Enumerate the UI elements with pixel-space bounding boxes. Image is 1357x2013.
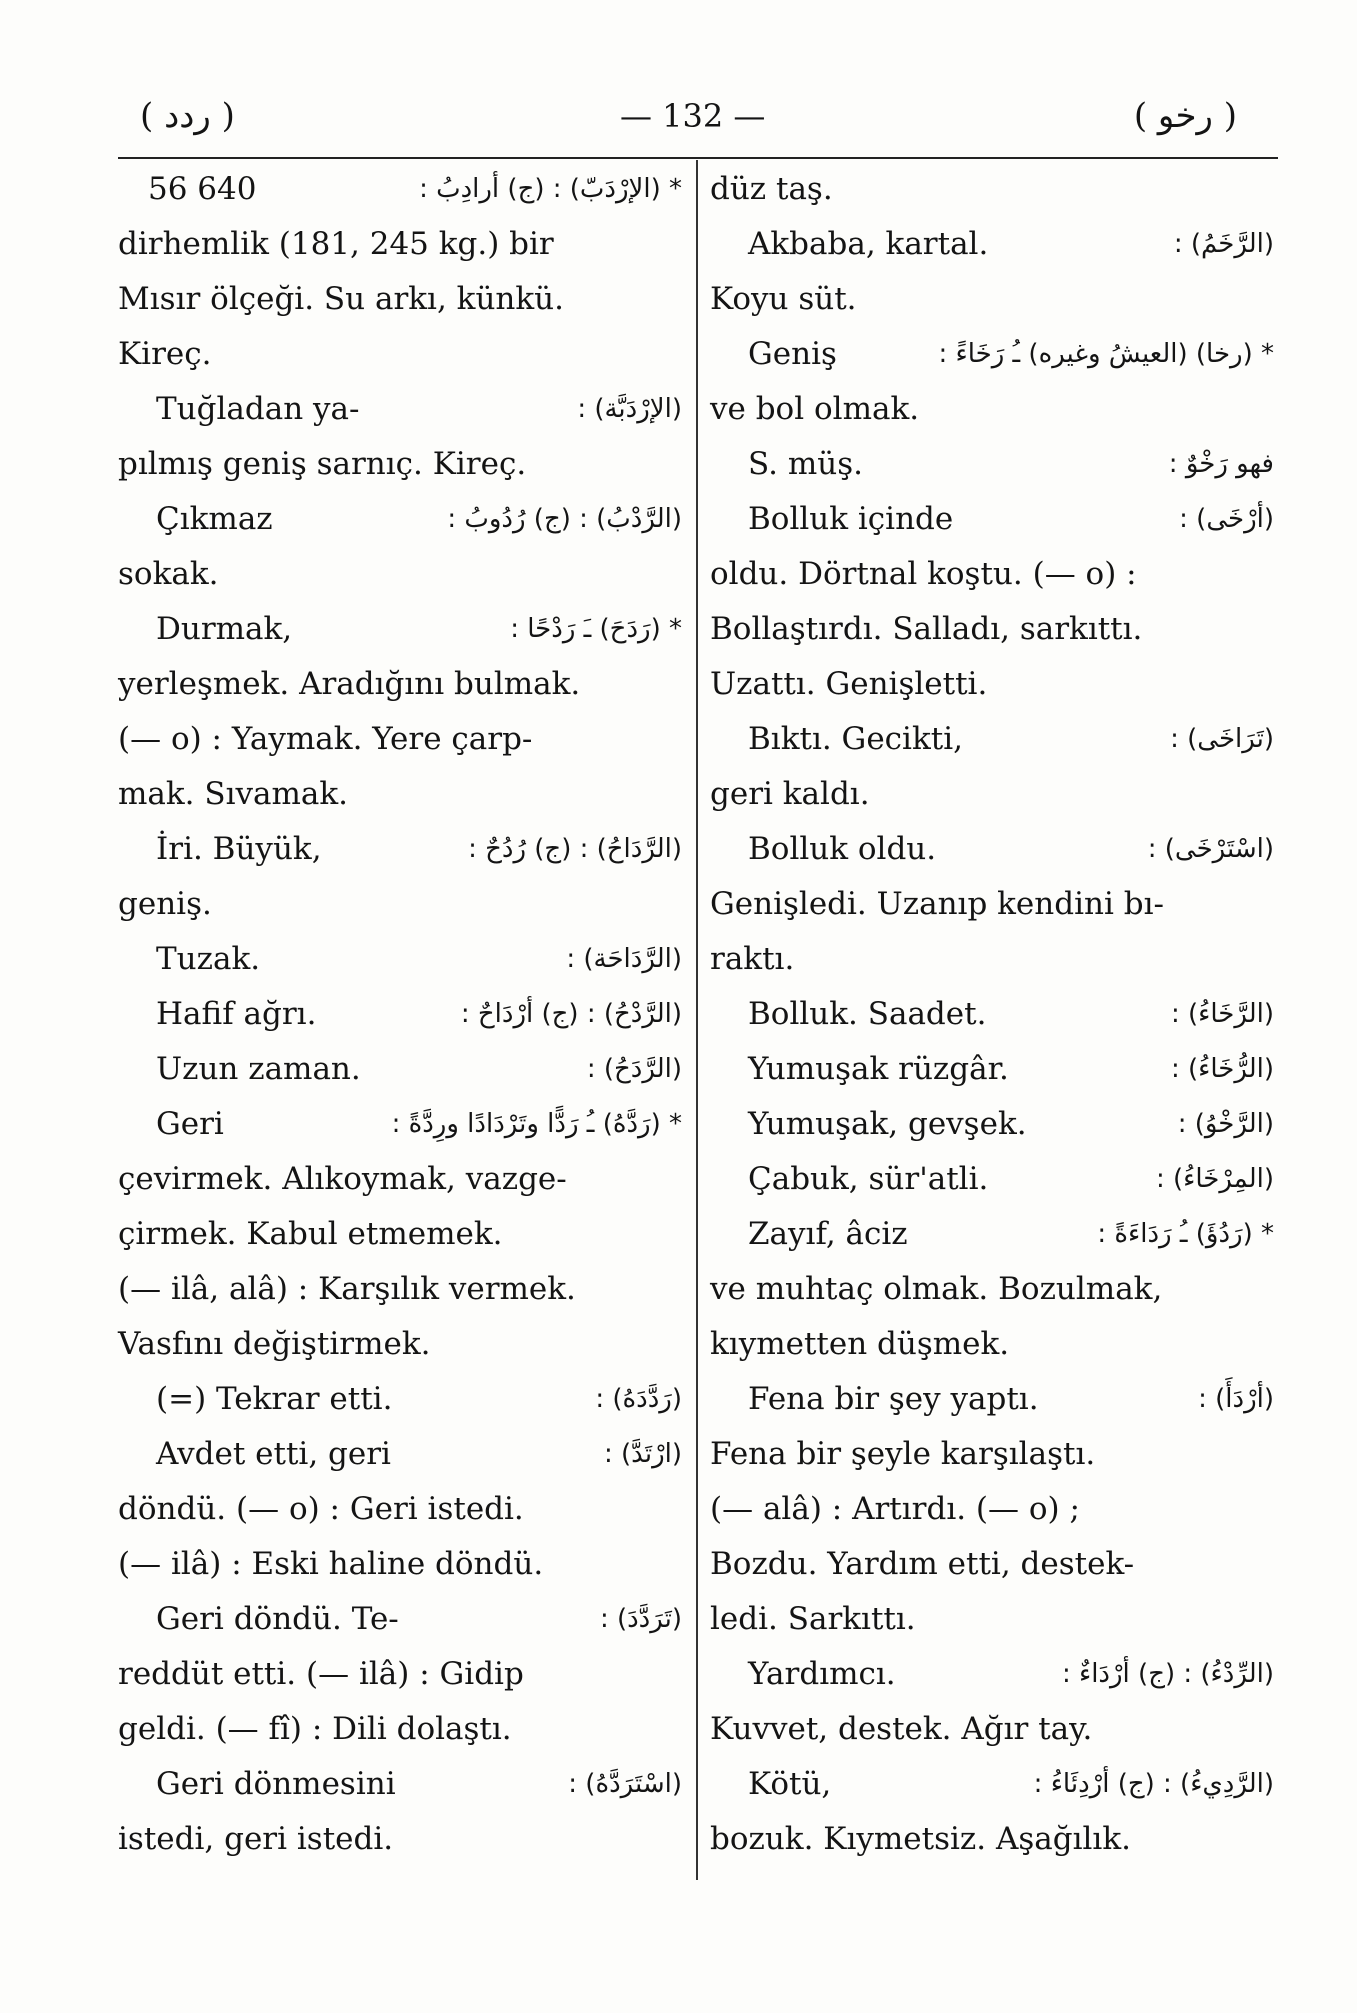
entry-line [710, 1207, 1278, 1262]
entry-line [710, 1482, 1278, 1537]
entry-text: Zayıf, âciz [748, 1216, 908, 1252]
entry-line [118, 1757, 688, 1812]
entry-text: döndü. (— o) : Geri istedi. [118, 1491, 524, 1527]
entry-line [710, 932, 1278, 987]
right-column [710, 162, 1278, 1867]
entry-text: Hafif ağrı. [156, 996, 317, 1032]
arabic-headword: (رَدَّدَهُ) : [595, 1384, 682, 1414]
entry-text: Vasfını değiştirmek. [118, 1326, 431, 1362]
entry-line [118, 1262, 688, 1317]
entry-line [710, 1702, 1278, 1757]
arabic-headword: (الرَّخَمُ) : [1173, 229, 1274, 259]
entry-text: Tuğladan ya- [156, 391, 360, 427]
arabic-headword: (الرَّدْبُ) : (ج) رُدُوبُ : [447, 504, 682, 534]
entry-line [118, 987, 688, 1042]
entry-text: Bozdu. Yardım etti, destek- [710, 1546, 1135, 1582]
entry-line [118, 1537, 688, 1592]
entry-line [118, 1097, 688, 1152]
entry-text: İri. Büyük, [156, 831, 322, 867]
entry-text: Tuzak. [156, 941, 261, 977]
entry-text: reddüt etti. (— ilâ) : Gidip [118, 1656, 524, 1692]
entry-line [118, 1592, 688, 1647]
entry-text: kıymetten düşmek. [710, 1326, 1010, 1362]
arabic-headword: * (رخا) (العيشُ وغيره) ـُ رَخَاءً : [938, 339, 1274, 369]
entry-text: Kuvvet, destek. Ağır tay. [710, 1711, 1093, 1747]
entry-line [710, 1042, 1278, 1097]
left-column [118, 162, 688, 1867]
entry-line [710, 1647, 1278, 1702]
arabic-headword: (أرْدَأَ) : [1198, 1384, 1274, 1414]
entry-text: istedi, geri istedi. [118, 1821, 394, 1857]
entry-line [710, 1152, 1278, 1207]
entry-line [118, 657, 688, 712]
arabic-headword: (تَرَدَّدَ) : [599, 1604, 682, 1634]
entry-text: Kötü, [748, 1766, 832, 1802]
entry-line [118, 272, 688, 327]
arabic-headword: (الرَّخَاءُ) : [1170, 999, 1274, 1029]
entry-text: bozuk. Kıymetsiz. Aşağılık. [710, 1821, 1131, 1857]
entry-line [710, 712, 1278, 767]
entry-text: Koyu süt. [710, 281, 857, 317]
entry-text: S. müş. [748, 446, 863, 482]
entry-line [118, 217, 688, 272]
entry-text: Geri dönmesini [156, 1766, 396, 1802]
entry-text: çevirmek. Alıkoymak, vazge- [118, 1161, 567, 1197]
entry-text: Çıkmaz [156, 501, 273, 537]
entry-line [118, 1427, 688, 1482]
arabic-headword: (المِرْخَاءُ) : [1155, 1164, 1274, 1194]
entry-line [118, 1207, 688, 1262]
entry-line [118, 767, 688, 822]
entry-text: Uzattı. Genişletti. [710, 666, 988, 702]
entry-line [118, 162, 688, 217]
entry-text: oldu. Dörtnal koştu. (— o) : [710, 556, 1137, 592]
arabic-headword: (الرُّخَاءُ) : [1170, 1054, 1274, 1084]
entry-line [710, 1372, 1278, 1427]
entry-line [710, 877, 1278, 932]
entry-text: sokak. [118, 556, 219, 592]
entry-text: Fena bir şey yaptı. [748, 1381, 1039, 1417]
entry-text: Yumuşak rüzgâr. [748, 1051, 1009, 1087]
entry-text: geri kaldı. [710, 776, 870, 812]
header-rule [118, 157, 1278, 159]
entry-text: ve bol olmak. [710, 391, 920, 427]
entry-text: Mısır ölçeği. Su arkı, künkü. [118, 281, 564, 317]
entry-text: (— alâ) : Artırdı. (— o) ; [710, 1491, 1080, 1527]
entry-line [710, 1592, 1278, 1647]
arabic-headword: (ارْتَدَّ) : [604, 1439, 682, 1469]
arabic-headword: * (رَدُؤَ) ـُ رَدَاءَةً : [1097, 1219, 1274, 1249]
entry-line [118, 437, 688, 492]
header-right-root: ( رخو ) [1133, 96, 1237, 136]
arabic-headword: (الرَّدْحُ) : (ج) أرْدَاحٌ : [460, 999, 682, 1029]
arabic-headword: (الرَّدَاحَة) : [566, 944, 682, 974]
entry-line [710, 1097, 1278, 1152]
entry-text: Geniş [748, 336, 837, 372]
entry-line [710, 382, 1278, 437]
entry-text: mak. Sıvamak. [118, 776, 349, 812]
entry-line [118, 382, 688, 437]
entry-line [710, 602, 1278, 657]
entry-line [710, 327, 1278, 382]
entry-text: Yumuşak, gevşek. [748, 1106, 1027, 1142]
entry-text: Yardımcı. [748, 1656, 896, 1692]
entry-line [710, 162, 1278, 217]
entry-line [118, 1812, 688, 1867]
entry-line [710, 492, 1278, 547]
arabic-headword: * (رَدَّهُ) ـُ رَدًّا وتَرْدَادًا ورِدَّةً : [391, 1109, 682, 1139]
entry-line [118, 1702, 688, 1757]
entry-text: Çabuk, sür'atli. [748, 1161, 989, 1197]
entry-line [118, 712, 688, 767]
entry-text: ve muhtaç olmak. Bozulmak, [710, 1271, 1163, 1307]
arabic-headword: (الرَّدَحُ) : [586, 1054, 682, 1084]
entry-line [710, 437, 1278, 492]
entry-line [118, 877, 688, 932]
entry-line [118, 602, 688, 657]
page-number: — 132 — [620, 97, 766, 135]
entry-line [710, 822, 1278, 877]
arabic-headword: (تَرَاخَى) : [1170, 724, 1274, 754]
entry-line [118, 1152, 688, 1207]
arabic-headword: (الرَّدِيءُ) : (ج) أرْدِئَاءُ : [1033, 1769, 1274, 1799]
entry-text: Durmak, [156, 611, 293, 647]
entry-text: Avdet etti, geri [156, 1436, 391, 1472]
entry-line [710, 987, 1278, 1042]
entry-text: çirmek. Kabul etmemek. [118, 1216, 503, 1252]
arabic-headword: (الرِّدْءُ) : (ج) أرْدَاءٌ : [1061, 1659, 1274, 1689]
entry-line [118, 1317, 688, 1372]
entry-line [118, 1042, 688, 1097]
entry-text: düz taş. [710, 171, 833, 207]
entry-text: Bolluk. Saadet. [748, 996, 987, 1032]
entry-text: Akbaba, kartal. [748, 226, 989, 262]
entry-line [710, 1537, 1278, 1592]
entry-line [710, 1757, 1278, 1812]
entry-text: raktı. [710, 941, 795, 977]
entry-line [118, 822, 688, 877]
entry-text: Kireç. [118, 336, 212, 372]
entry-line [710, 1262, 1278, 1317]
entry-text: Bolluk içinde [748, 501, 954, 537]
arabic-headword: (الرَّخْوُ) : [1177, 1109, 1274, 1139]
entry-text: dirhemlik (181, 245 kg.) bir [118, 226, 554, 262]
entry-line [118, 1482, 688, 1537]
entry-text: Bolluk oldu. [748, 831, 937, 867]
arabic-headword: (أرْخَى) : [1179, 504, 1274, 534]
entry-text: pılmış geniş sarnıç. Kireç. [118, 446, 527, 482]
entry-text: Genişledi. Uzanıp kendini bı- [710, 886, 1164, 922]
arabic-headword: (الرَّدَاحُ) : (ج) رُدُحٌ : [468, 834, 682, 864]
entry-line [118, 1647, 688, 1702]
arabic-headword: فهو رَخْوٌ : [1168, 449, 1274, 479]
entry-line [118, 492, 688, 547]
entry-text: Fena bir şeyle karşılaştı. [710, 1436, 1096, 1472]
entry-line [710, 547, 1278, 602]
arabic-headword: (الإرْدَبَّة) : [577, 394, 682, 424]
entry-line [710, 1427, 1278, 1482]
arabic-headword: * (الإرْدَبّ) : (ج) أرادِبُ : [419, 174, 682, 204]
entry-text: Geri [156, 1106, 224, 1142]
arabic-headword: (اسْتَرَدَّهُ) : [568, 1769, 682, 1799]
entry-line [118, 1372, 688, 1427]
entry-line [118, 327, 688, 382]
arabic-headword: (اسْتَرْخَى) : [1147, 834, 1274, 864]
entry-line [710, 1317, 1278, 1372]
entry-line [710, 657, 1278, 712]
entry-text: Bollaştırdı. Salladı, sarkıttı. [710, 611, 1143, 647]
entry-line [710, 767, 1278, 822]
entry-text: Uzun zaman. [156, 1051, 361, 1087]
entry-text: (=) Tekrar etti. [156, 1381, 393, 1417]
entry-text: (— ilâ) : Eski haline döndü. [118, 1546, 544, 1582]
header-left-root: ( ردد ) [140, 96, 235, 136]
entry-text: geldi. (— fî) : Dili dolaştı. [118, 1711, 512, 1747]
entry-text: (— ilâ, alâ) : Karşılık vermek. [118, 1271, 576, 1307]
entry-line [710, 1812, 1278, 1867]
entry-text: geniş. [118, 886, 212, 922]
entry-line [118, 932, 688, 987]
entry-line [118, 547, 688, 602]
entry-text: yerleşmek. Aradığını bulmak. [118, 666, 581, 702]
arabic-headword: * (رَدَحَ) ـَ رَدْحًا : [510, 614, 682, 644]
entry-line [710, 272, 1278, 327]
entry-text: Geri döndü. Te- [156, 1601, 399, 1637]
entry-line [710, 217, 1278, 272]
entry-text: (— o) : Yaymak. Yere çarp- [118, 721, 533, 757]
column-divider [696, 160, 698, 1880]
entry-text: Bıktı. Gecikti, [748, 721, 963, 757]
entry-text: 56 640 [148, 171, 257, 207]
entry-text: ledi. Sarkıttı. [710, 1601, 916, 1637]
